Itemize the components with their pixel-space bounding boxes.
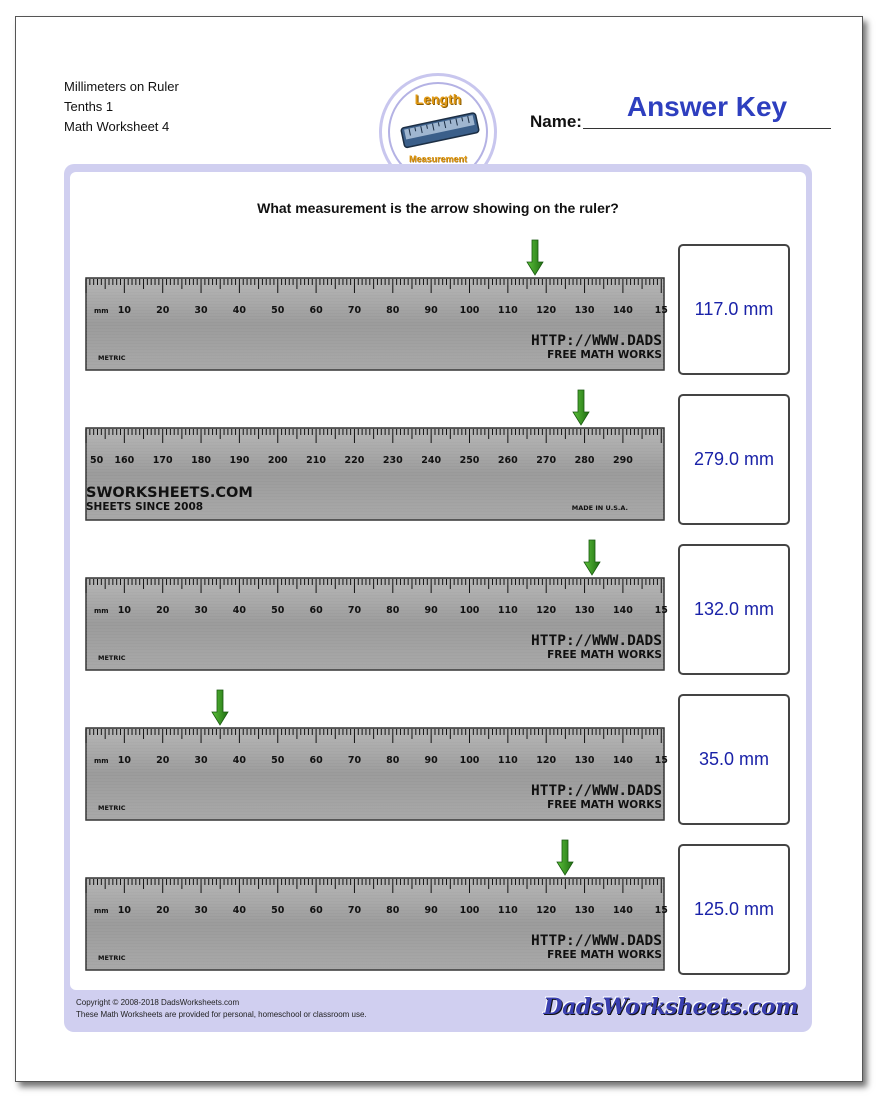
ruler-label: 130 (574, 755, 595, 766)
ruler-label: 140 (612, 305, 633, 316)
ruler-label: 120 (536, 905, 557, 916)
ruler-label: 30 (194, 305, 208, 316)
ruler-metric-text: METRIC (98, 954, 126, 962)
ruler-label: 120 (536, 305, 557, 316)
ruler-label: 20 (156, 905, 170, 916)
name-line (583, 128, 831, 129)
ruler-label: 80 (386, 755, 400, 766)
ruler-label: 30 (194, 755, 208, 766)
ruler-label: 240 (421, 455, 442, 466)
answer-box: 279.0 mm (678, 394, 790, 525)
problem-1 (70, 244, 806, 376)
ruler-label: 40 (232, 905, 247, 916)
worksheet-page (15, 16, 863, 1082)
ruler-label: 15 (654, 305, 668, 316)
copyright-text: Copyright © 2008-2018 DadsWorksheets.com (76, 998, 240, 1007)
ruler-label: 90 (424, 605, 438, 616)
ruler (86, 428, 664, 520)
ruler-label: 10 (117, 605, 131, 616)
ruler-label: 110 (497, 305, 518, 316)
ruler-label: 120 (536, 755, 557, 766)
ruler-label: 70 (347, 305, 362, 316)
ruler-label: 140 (612, 755, 633, 766)
ruler-label: 180 (191, 455, 211, 466)
ruler-label: 10 (117, 755, 131, 766)
ruler-metric-text: METRIC (98, 654, 126, 662)
ruler-label: 250 (459, 455, 480, 466)
ruler-label: 20 (156, 755, 170, 766)
ruler-label: 60 (309, 305, 323, 316)
ruler-label: 80 (386, 905, 400, 916)
ruler-metric-text: METRIC (98, 354, 126, 362)
ruler-label: 160 (114, 455, 135, 466)
down-arrow-icon (526, 240, 544, 276)
ruler-tagline-text: FREE MATH WORKS (547, 349, 662, 361)
badge-title: Length (414, 91, 462, 107)
ruler (86, 878, 668, 970)
ruler-label: 50 (271, 305, 285, 316)
ruler-label: 40 (232, 755, 247, 766)
ruler-label: 80 (386, 605, 400, 616)
ruler-label: 100 (459, 755, 480, 766)
down-arrow-icon (583, 540, 601, 576)
ruler-label: 130 (574, 905, 595, 916)
ruler-label: 130 (574, 305, 595, 316)
ruler-label: 140 (612, 605, 633, 616)
down-arrow-icon (572, 390, 590, 426)
ruler-label: 60 (309, 905, 323, 916)
worksheet-subtitle: Tenths 1 (64, 99, 114, 114)
ruler-url-text: HTTP://WWW.DADS (531, 633, 662, 649)
ruler-label: 140 (612, 905, 633, 916)
usage-notice: These Math Worksheets are provided for personal, homeschool or classroom use. (76, 1010, 367, 1019)
ruler-tagline-text: FREE MATH WORKS (547, 949, 662, 961)
ruler-label: 120 (536, 605, 557, 616)
footer-copyright (76, 997, 367, 1021)
ruler-label: 110 (497, 605, 518, 616)
ruler (86, 728, 668, 820)
ruler-label: 260 (497, 455, 518, 466)
ruler-label: 30 (194, 605, 208, 616)
ruler-label: 15 (654, 905, 668, 916)
ruler-unit-label: mm (94, 607, 109, 615)
ruler-label: 70 (347, 605, 362, 616)
worksheet-number: Math Worksheet 4 (64, 119, 170, 134)
ruler-label: 80 (386, 305, 400, 316)
ruler-label: 100 (459, 605, 480, 616)
ruler-metric-text: METRIC (98, 804, 126, 812)
ruler-since-text: SHEETS SINCE 2008 (86, 501, 204, 513)
ruler-label: 15 (654, 755, 668, 766)
problems-area (70, 172, 806, 990)
ruler-url-text: HTTP://WWW.DADS (531, 783, 662, 799)
ruler-made-in-text: MADE IN U.S.A. (571, 504, 628, 512)
ruler-label: 170 (152, 455, 173, 466)
ruler-label: 60 (309, 605, 323, 616)
ruler-icon (396, 110, 486, 150)
ruler-label: 220 (344, 455, 365, 466)
ruler-label: 40 (232, 305, 247, 316)
ruler-url-text: HTTP://WWW.DADS (531, 933, 662, 949)
ruler-unit-label: mm (94, 757, 109, 765)
problem-5 (70, 844, 806, 976)
dadsworksheets-logo: DadsWorksheets.com (543, 994, 798, 1020)
ruler-label: 130 (574, 605, 595, 616)
answer-box: 132.0 mm (678, 544, 790, 675)
ruler-label: 70 (347, 905, 362, 916)
down-arrow-icon (556, 840, 574, 876)
badge-subtitle: Measurement (408, 154, 468, 164)
problem-4 (70, 694, 806, 826)
answer-box: 35.0 mm (678, 694, 790, 825)
question-text: What measurement is the arrow showing on the ruler? (257, 200, 619, 216)
ruler-label: 50 (271, 905, 285, 916)
ruler-label: 90 (424, 755, 438, 766)
ruler-unit-label: mm (94, 307, 109, 315)
answer-box: 117.0 mm (678, 244, 790, 375)
ruler-label: 90 (424, 305, 438, 316)
ruler-label: 20 (156, 305, 170, 316)
ruler-label: 100 (459, 905, 480, 916)
ruler (86, 578, 668, 670)
worksheet-meta (64, 77, 179, 137)
ruler-label: 100 (459, 305, 480, 316)
ruler-tagline-text: FREE MATH WORKS (547, 799, 662, 811)
problem-2 (70, 394, 806, 526)
name-label: Name: (530, 112, 582, 131)
answer-box: 125.0 mm (678, 844, 790, 975)
ruler-label: 10 (117, 305, 131, 316)
ruler-label: 70 (347, 755, 362, 766)
ruler-label: 290 (612, 455, 633, 466)
ruler-label: 210 (306, 455, 327, 466)
down-arrow-icon (211, 690, 229, 726)
ruler-label: 200 (267, 455, 288, 466)
ruler-label: 30 (194, 905, 208, 916)
ruler-label: 50 (90, 455, 104, 466)
ruler-label: 90 (424, 905, 438, 916)
ruler-unit-label: mm (94, 907, 109, 915)
ruler-tagline-text: FREE MATH WORKS (547, 649, 662, 661)
ruler-label: 280 (574, 455, 595, 466)
ruler-label: 10 (117, 905, 131, 916)
problems-panel (64, 164, 812, 1032)
ruler-label: 20 (156, 605, 170, 616)
worksheet-title: Millimeters on Ruler (64, 79, 179, 94)
ruler (86, 278, 668, 370)
answer-key-title: Answer Key (626, 91, 788, 122)
ruler-label: 110 (497, 905, 518, 916)
ruler-site-text: SWORKSHEETS.COM (86, 485, 253, 501)
ruler-label: 40 (232, 605, 247, 616)
ruler-label: 230 (382, 455, 403, 466)
ruler-label: 15 (654, 605, 668, 616)
ruler-url-text: HTTP://WWW.DADS (531, 333, 662, 349)
ruler-label: 270 (536, 455, 557, 466)
ruler-label: 50 (271, 605, 285, 616)
ruler-label: 60 (309, 755, 323, 766)
ruler-label: 50 (271, 755, 285, 766)
ruler-label: 190 (229, 455, 250, 466)
ruler-label: 110 (497, 755, 518, 766)
problem-3 (70, 544, 806, 676)
